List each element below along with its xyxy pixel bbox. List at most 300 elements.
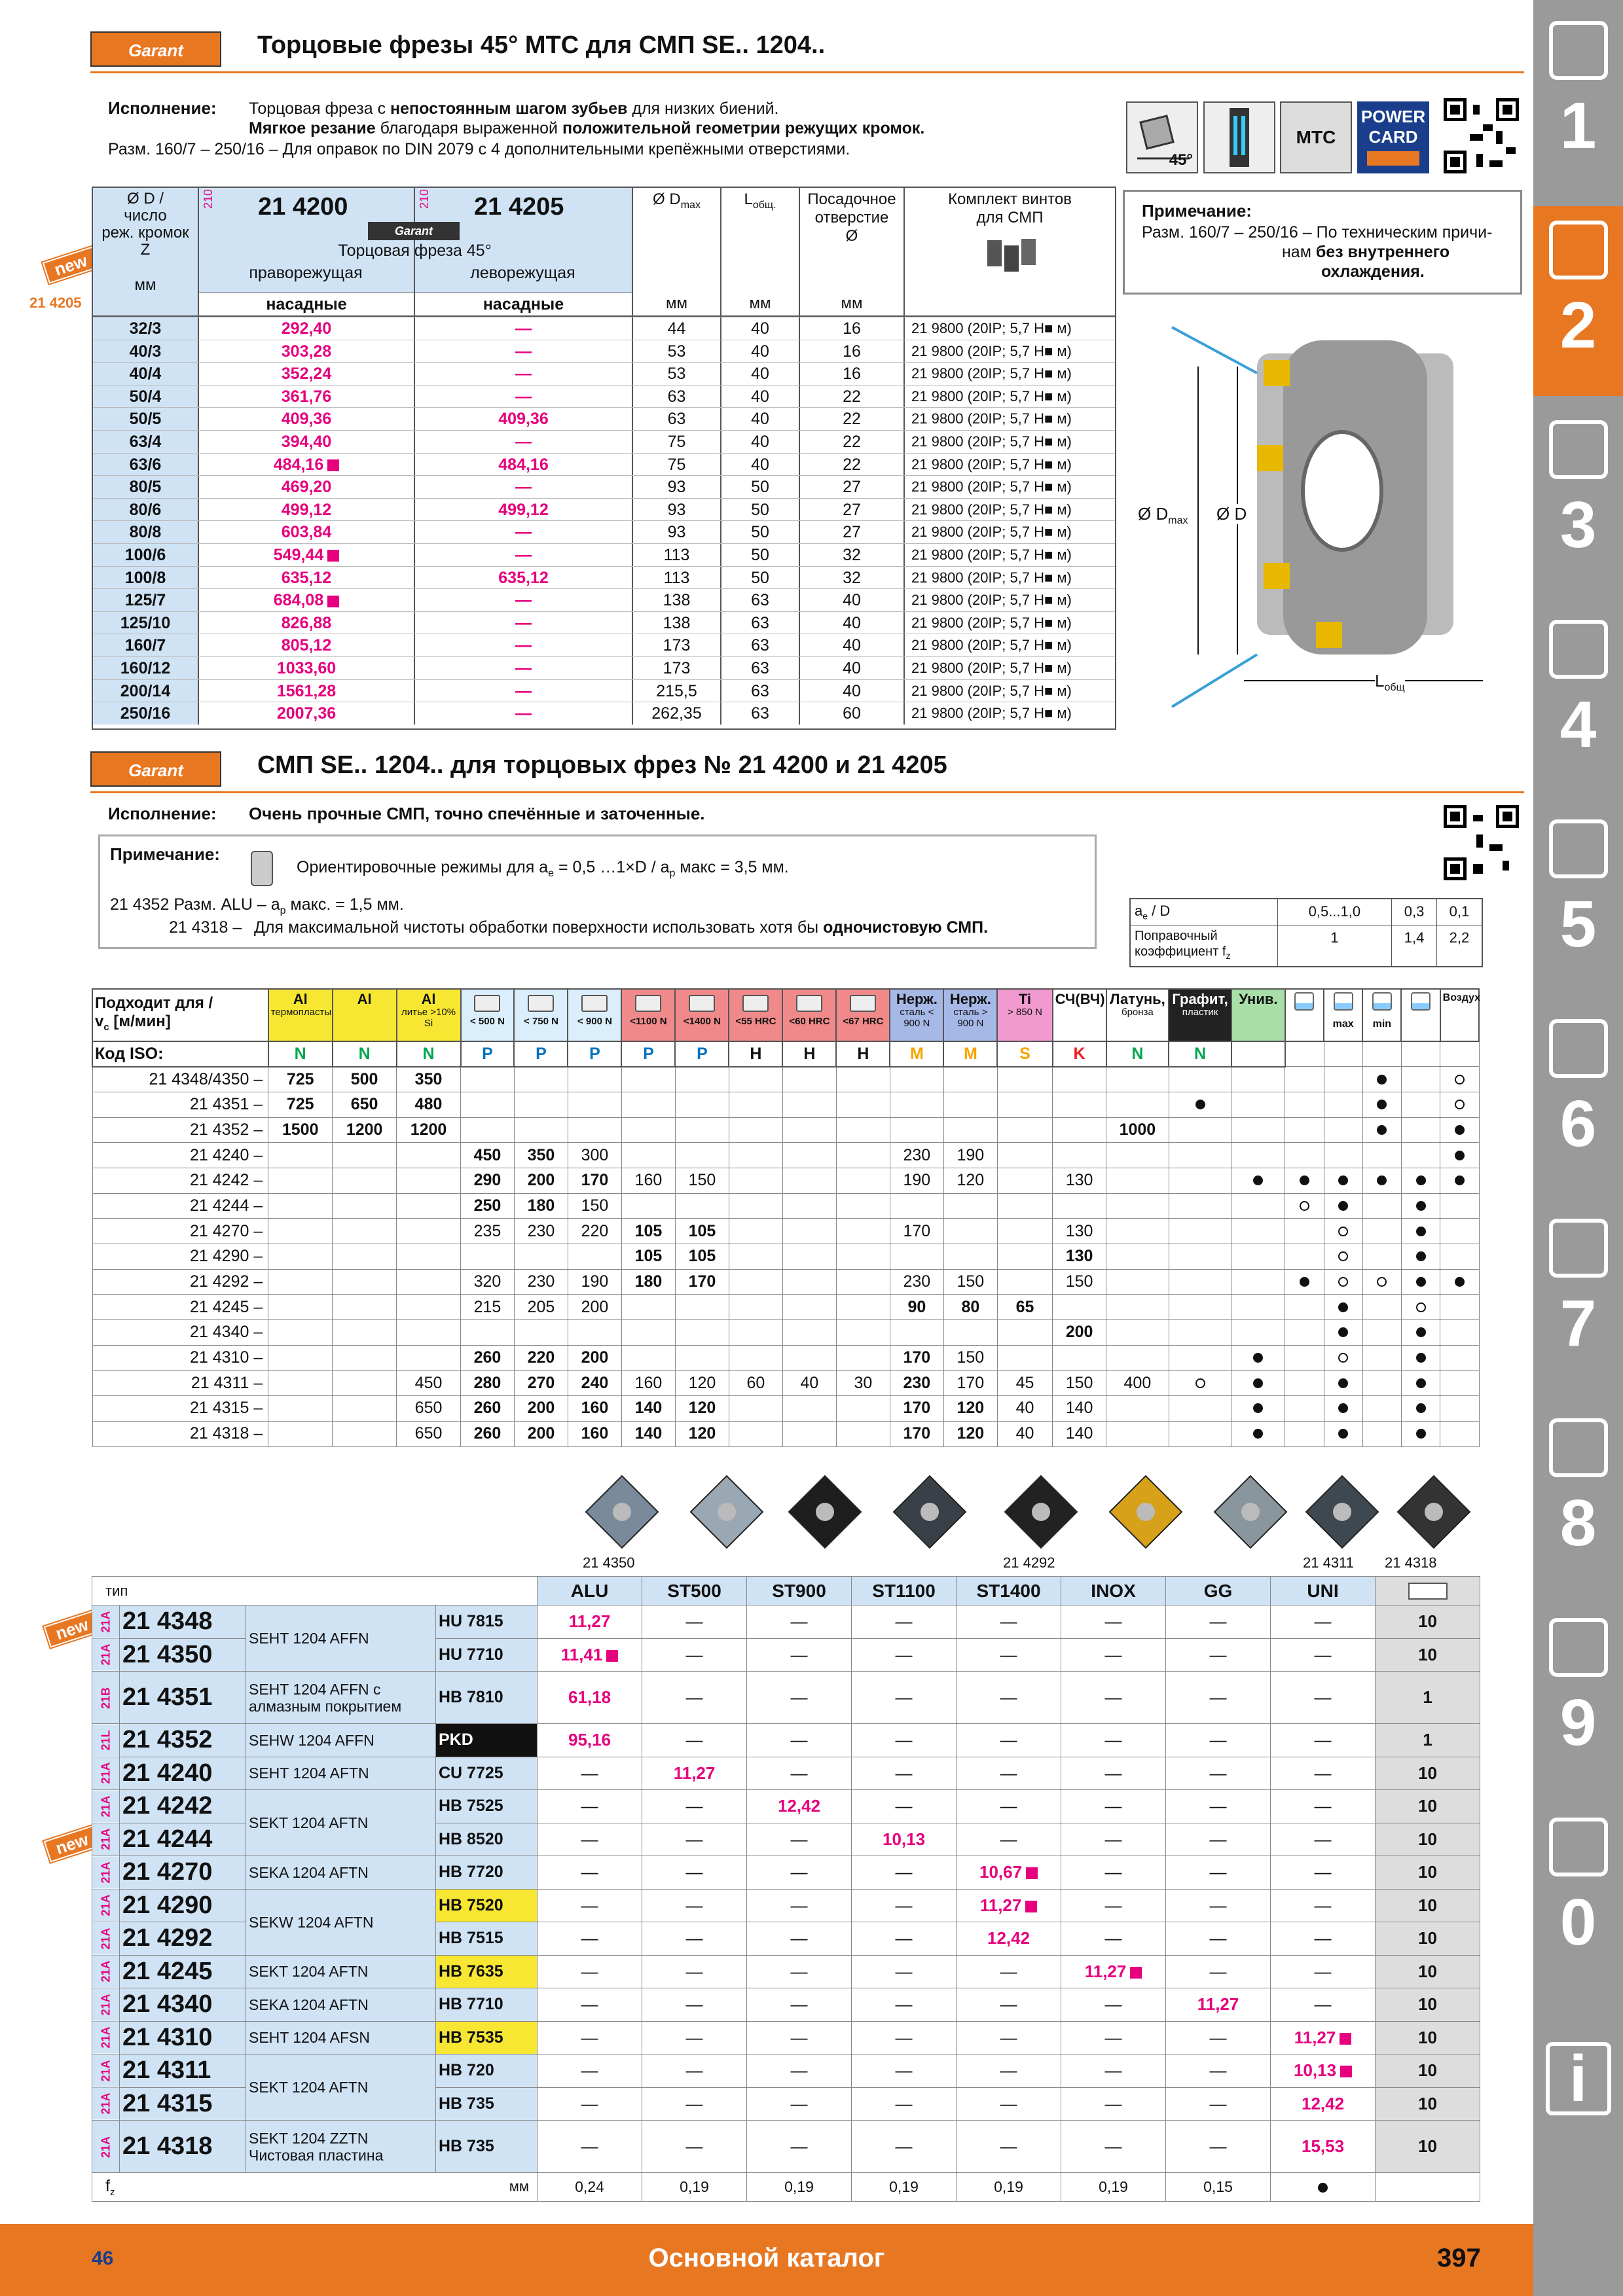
speed-cell — [1106, 1421, 1169, 1446]
table-cell: 138 — [632, 589, 720, 611]
coolant-cell — [1285, 1421, 1324, 1446]
table-cell: 160/7 — [93, 634, 198, 656]
price-cell — [852, 1955, 957, 1988]
note-text: = 0,5 …1×D / a — [554, 858, 670, 876]
price-cell — [538, 1889, 642, 1922]
corr-sub: z — [1226, 950, 1231, 961]
price-value: — — [685, 2093, 703, 2113]
filled-dot-icon — [1300, 1277, 1309, 1287]
material-header — [397, 989, 461, 1041]
chapter-tab-4[interactable] — [1533, 605, 1623, 795]
price-value: — — [1314, 1796, 1332, 1816]
coolant-cell — [1440, 1396, 1479, 1422]
price-cell — [1271, 2121, 1376, 2173]
table-cell: 50 — [720, 476, 799, 498]
filled-dot-icon — [1338, 1403, 1348, 1413]
table-cell: 160/12 — [93, 657, 198, 679]
table-cell: 16 — [799, 363, 903, 385]
material-sub: <1100 N — [630, 1016, 667, 1027]
speed-cell — [1231, 1345, 1285, 1371]
article-code: 21 4351 — [120, 1672, 246, 1724]
price-cell — [957, 1889, 1061, 1922]
chapter-tab-8[interactable] — [1533, 1404, 1623, 1594]
price-cell — [538, 2121, 642, 2173]
speed-cell — [1231, 1320, 1285, 1346]
price-value: — — [1000, 2060, 1017, 2081]
coolant-header — [1362, 989, 1401, 1041]
price-value: — — [790, 2027, 808, 2047]
insert-label: 21 4292 — [1003, 1554, 1055, 1571]
price-value: — — [1314, 1763, 1332, 1783]
open-dot-icon — [1195, 1378, 1205, 1388]
chapter-number: 1 — [1559, 89, 1597, 162]
chapter-tab-5[interactable] — [1533, 805, 1623, 995]
price-value: — — [895, 1895, 913, 1915]
speed-cell — [1169, 1117, 1231, 1143]
price-value: — — [1104, 1895, 1122, 1915]
speed-cell — [1169, 1371, 1231, 1396]
speed-cell — [333, 1143, 397, 1168]
price-value: — — [1000, 2136, 1017, 2156]
speed-cell — [675, 1117, 729, 1143]
price-cell — [642, 1638, 747, 1672]
l-sub: общ — [1384, 682, 1405, 694]
table-cell: 352,24 — [198, 363, 414, 385]
fz-value — [1271, 2173, 1376, 2202]
table-row — [93, 453, 1115, 476]
insert-designation: SEKT 1204 ZZTN Чистовая пластина — [246, 2121, 436, 2173]
empty-cell — [1440, 1041, 1479, 1067]
speed-cell — [836, 1396, 890, 1422]
table-row — [92, 2021, 1480, 2054]
price-cell — [852, 2121, 957, 2173]
speed-cell: 230 — [890, 1269, 943, 1295]
pack-qty: 10 — [1376, 1889, 1480, 1922]
insert-designation: SEHW 1204 AFFN — [246, 1724, 436, 1757]
speed-cell: 60 — [729, 1371, 782, 1396]
coolant-cell — [1285, 1067, 1324, 1092]
grade-column-header: UNI — [1271, 1577, 1376, 1605]
grade-code: HB 7520 — [436, 1889, 538, 1922]
angle-45-icon — [1126, 101, 1198, 173]
material-header — [1169, 989, 1231, 1041]
speed-cell — [268, 1320, 333, 1346]
coolant-cell — [1324, 1396, 1362, 1422]
page-number-left: 46 — [92, 2248, 114, 2269]
speed-cell — [268, 1371, 333, 1396]
fz-value: 0,24 — [538, 2173, 642, 2202]
coolant-cell — [1285, 1345, 1324, 1371]
speed-cell — [729, 1396, 782, 1422]
chapter-tab-3[interactable] — [1533, 406, 1623, 596]
price-value: — — [1104, 1730, 1122, 1750]
grade-code: HB 735 — [436, 2087, 538, 2121]
table-cell: 21 9800 (20IP; 5,7 Н■ м) — [903, 317, 1115, 340]
chapter-tab-6[interactable] — [1533, 1005, 1623, 1194]
chapter-number: 2 — [1559, 289, 1597, 362]
material-sub: <60 HRC — [789, 1016, 830, 1027]
coolant-cell — [1324, 1295, 1362, 1320]
price-cell — [852, 1724, 957, 1757]
insert-designation: SEHT 1204 AFSN — [246, 2021, 436, 2054]
price-cell — [747, 2121, 852, 2173]
speed-cell: 230 — [514, 1269, 568, 1295]
price-value: — — [1104, 1687, 1122, 1707]
price-cell — [957, 1724, 1061, 1757]
price-value: — — [1104, 1796, 1122, 1816]
speed-cell: 650 — [333, 1092, 397, 1117]
catalog-tag: 21A — [92, 1790, 120, 1823]
dmax-sub: max — [1168, 515, 1188, 527]
table-cell: 22 — [799, 408, 903, 430]
table-cell: 21 9800 (20IP; 5,7 Н■ м) — [903, 634, 1115, 656]
speed-cell — [1169, 1067, 1231, 1092]
price-cell — [1061, 1605, 1166, 1639]
material-header — [621, 989, 675, 1041]
coolant-cell — [1362, 1219, 1401, 1244]
coolant-header — [1285, 989, 1324, 1041]
note-sub: p — [280, 905, 286, 916]
catalog-tag: 21A — [92, 1605, 120, 1639]
chapter-tab-1[interactable] — [1533, 7, 1623, 196]
catalog-tag: 21A — [92, 1823, 120, 1856]
steel-profile-icon — [850, 995, 876, 1012]
coolant-header — [1440, 989, 1479, 1041]
price-value: — — [1209, 1730, 1227, 1750]
table-cell: 21 9800 (20IP; 5,7 Н■ м) — [903, 386, 1115, 408]
price-cell — [1271, 2021, 1376, 2054]
grade-column-header: GG — [1166, 1577, 1271, 1605]
price-cell — [1166, 2121, 1271, 2173]
speed-cell — [333, 1396, 397, 1422]
h-text: Ø — [845, 227, 858, 245]
speed-cell — [514, 1092, 568, 1117]
speed-cell — [1053, 1117, 1106, 1143]
price-value: — — [685, 1644, 703, 1664]
workshop-icon — [1549, 1418, 1608, 1477]
material-sub: < 900 N — [577, 1016, 612, 1027]
qr-code-icon[interactable] — [1444, 805, 1519, 880]
speed-cell — [1231, 1168, 1285, 1193]
insert-code: 21 4348/4350 – — [92, 1067, 268, 1092]
coolant-cell — [1401, 1092, 1440, 1117]
speed-cell: 450 — [397, 1371, 461, 1396]
table-cell: 125/10 — [93, 612, 198, 634]
table-cell: 50 — [720, 521, 799, 543]
table-row — [92, 1067, 1479, 1092]
table-cell: 93 — [632, 521, 720, 543]
intro-text: для низких биений. — [627, 99, 779, 118]
iso-code: H — [729, 1041, 782, 1067]
open-dot-icon — [1338, 1227, 1348, 1236]
speed-cell — [1169, 1193, 1231, 1219]
price-value: — — [581, 1862, 598, 1882]
price-cell — [747, 1823, 852, 1856]
table-row — [92, 1724, 1480, 1757]
coolant-cell — [1324, 1219, 1362, 1244]
chapter-tab-0[interactable] — [1533, 1803, 1623, 1993]
speed-table-grid — [92, 988, 1480, 1447]
grade-code: PKD — [436, 1724, 538, 1757]
price-value: — — [895, 2027, 913, 2047]
speed-cell — [782, 1092, 836, 1117]
price-value: — — [895, 1687, 913, 1707]
price-cell — [642, 1724, 747, 1757]
fz-value: 0,15 — [1166, 2173, 1271, 2202]
coolant-cell — [1362, 1345, 1401, 1371]
grade-column-header: ST900 — [747, 1577, 852, 1605]
catalog-tag: 21A — [92, 1922, 120, 1956]
qr-code-icon[interactable] — [1444, 98, 1519, 173]
speed-cell — [782, 1193, 836, 1219]
grade-code: HU 7815 — [436, 1605, 538, 1639]
speed-cell — [729, 1320, 782, 1346]
card-label: CARD — [1368, 127, 1418, 147]
speed-cell — [1053, 1067, 1106, 1092]
catalog-tag: 21A — [92, 1988, 120, 2022]
filled-dot-icon — [1338, 1429, 1348, 1439]
speed-cell: 105 — [621, 1219, 675, 1244]
speed-cell — [997, 1067, 1052, 1092]
chapter-tab-7[interactable] — [1533, 1204, 1623, 1394]
table-cell: 292,40 — [198, 317, 414, 340]
speed-cell — [782, 1117, 836, 1143]
h-text: число — [124, 207, 167, 224]
empty-cell — [1376, 2173, 1480, 2202]
price-value: — — [1314, 1994, 1332, 2015]
material-sub: < 500 N — [470, 1016, 505, 1027]
price-value: 10,13 — [882, 1829, 926, 1849]
section2-intro — [108, 804, 705, 824]
price-value: 12,42 — [777, 1796, 821, 1816]
speed-cell — [890, 1092, 943, 1117]
speed-cell — [397, 1193, 461, 1219]
filled-dot-icon — [1377, 1100, 1387, 1109]
material-name: Унив. — [1239, 991, 1278, 1007]
speed-cell — [836, 1092, 890, 1117]
table-cell: 80/8 — [93, 521, 198, 543]
table-cell: 21 9800 (20IP; 5,7 Н■ м) — [903, 544, 1115, 566]
speed-cell: 40 — [997, 1396, 1052, 1422]
speed-cell: 200 — [568, 1295, 621, 1320]
price-cell — [1061, 2021, 1166, 2054]
note-text: нам — [1282, 243, 1316, 261]
price-cell — [747, 1790, 852, 1823]
price-value: 15,53 — [1301, 2136, 1345, 2156]
intro-bold: непостоянным шагом зубьев — [390, 99, 628, 118]
coolant-cell — [1324, 1117, 1362, 1143]
coolant-cell — [1440, 1269, 1479, 1295]
speed-cell: 130 — [1053, 1219, 1106, 1244]
speed-cell: 150 — [943, 1269, 997, 1295]
col-header-d — [93, 188, 198, 315]
chapter-number: 9 — [1559, 1686, 1597, 1759]
price-cell — [1061, 1757, 1166, 1790]
price-cell — [1061, 1790, 1166, 1823]
price-value: — — [1209, 2136, 1227, 2156]
speed-cell — [782, 1295, 836, 1320]
table-row — [92, 1219, 1479, 1244]
speed-cell: 260 — [461, 1396, 515, 1422]
insert-designation: SEKT 1204 AFTN — [246, 1790, 436, 1856]
article-code: 21 4311 — [120, 2054, 246, 2088]
price-value: — — [1104, 1611, 1122, 1632]
price-cell — [1061, 1988, 1166, 2022]
price-cell — [538, 1988, 642, 2022]
coolant-cell — [1285, 1244, 1324, 1270]
coolant-header — [1324, 989, 1362, 1041]
dmax-label: Ø D — [1138, 504, 1169, 524]
speed-cell — [675, 1143, 729, 1168]
price-cell — [747, 1988, 852, 2022]
corr-c3: 2,2 — [1436, 925, 1482, 967]
speed-cell — [729, 1295, 782, 1320]
coolant-cell — [1362, 1320, 1401, 1346]
table-row — [92, 2054, 1480, 2088]
speed-cell: 30 — [836, 1371, 890, 1396]
price-cell — [642, 1922, 747, 1956]
speed-cell — [268, 1421, 333, 1446]
pack-box-icon — [1408, 1583, 1448, 1600]
price-cell — [1271, 1823, 1376, 1856]
saw-blade-icon — [1549, 819, 1608, 878]
speed-cell — [268, 1244, 333, 1270]
material-name: Al — [357, 991, 372, 1007]
speed-cell — [397, 1320, 461, 1346]
price-cell — [642, 1790, 747, 1823]
fz-value: 0,19 — [747, 2173, 852, 2202]
grade-code: HB 735 — [436, 2121, 538, 2173]
article-code: 21 4292 — [120, 1922, 246, 1956]
catalog-tag: 21L — [92, 1724, 120, 1757]
price-value: — — [895, 2136, 913, 2156]
table-cell: 32/3 — [93, 317, 198, 340]
price-value: — — [581, 1829, 598, 1849]
insert-image — [1306, 1476, 1378, 1548]
iso-code: P — [461, 1041, 515, 1067]
right-hand-label: праворежущая — [249, 264, 363, 282]
speed-cell — [397, 1269, 461, 1295]
table-cell: 303,28 — [198, 340, 414, 363]
intro-label: Исполнение: — [108, 98, 217, 118]
table-cell: 40 — [720, 408, 799, 430]
price-cell — [1061, 1955, 1166, 1988]
price-cell — [642, 1988, 747, 2022]
table-cell: 50/4 — [93, 386, 198, 408]
filled-dot-icon — [1338, 1302, 1348, 1312]
grade-code: HB 7525 — [436, 1790, 538, 1823]
table-cell: — — [414, 431, 632, 453]
intro-bold: Мягкое резание — [249, 119, 376, 137]
filled-dot-icon — [1318, 2183, 1328, 2193]
table-cell: 113 — [632, 544, 720, 566]
speed-cell — [1169, 1269, 1231, 1295]
price-value: — — [895, 1994, 913, 2015]
price-cell — [852, 1790, 957, 1823]
article-code: 21 4315 — [120, 2087, 246, 2121]
table-cell: 603,84 — [198, 521, 414, 543]
material-header — [1231, 989, 1285, 1041]
coolant-cell — [1324, 1244, 1362, 1270]
material-name: Латунь, — [1110, 991, 1165, 1007]
speed-cell: 105 — [675, 1219, 729, 1244]
price-cell — [1166, 2087, 1271, 2121]
table-cell: 100/6 — [93, 544, 198, 566]
chapter-tab-9[interactable] — [1533, 1604, 1623, 1793]
speed-cell — [997, 1345, 1052, 1371]
catalog-tag: 21A — [92, 2021, 120, 2054]
h-text: отверстие — [814, 209, 889, 226]
speed-cell — [836, 1168, 890, 1193]
price-cell — [1166, 1757, 1271, 1790]
speed-cell — [1231, 1143, 1285, 1168]
speed-cell — [1106, 1143, 1169, 1168]
speed-cell — [836, 1320, 890, 1346]
table-cell: 93 — [632, 476, 720, 498]
chapter-tab-2[interactable] — [1533, 206, 1623, 396]
price-cell — [747, 2087, 852, 2121]
steel-profile-icon — [796, 995, 822, 1012]
price-value: — — [1000, 1961, 1017, 1981]
speed-cell — [782, 1067, 836, 1092]
speed-cell — [997, 1117, 1052, 1143]
price-value: — — [790, 1687, 808, 1707]
table-cell: 826,88 — [198, 612, 414, 634]
speed-cell: 120 — [943, 1168, 997, 1193]
coolant-cell — [1285, 1396, 1324, 1422]
price-cell — [1166, 1724, 1271, 1757]
chapter-tab-i[interactable] — [1533, 2003, 1623, 2193]
pack-qty: 10 — [1376, 1955, 1480, 1988]
insert-designation: SEHT 1204 AFFN — [246, 1605, 436, 1672]
price-value: — — [790, 2093, 808, 2113]
insert-code: 21 4244 – — [92, 1193, 268, 1219]
speed-cell: 260 — [461, 1421, 515, 1446]
price-value: — — [1000, 1994, 1017, 2015]
power-label: POWER — [1360, 107, 1426, 126]
open-dot-icon — [1338, 1251, 1348, 1261]
table-cell: 75 — [632, 454, 720, 476]
filled-dot-icon — [1416, 1378, 1426, 1388]
price-value: — — [1209, 1862, 1227, 1882]
steel-profile-icon — [581, 995, 608, 1012]
coolant-cell — [1440, 1168, 1479, 1193]
speed-cell — [782, 1219, 836, 1244]
table-row — [93, 385, 1115, 408]
price-cell — [852, 1988, 957, 2022]
price-cell — [852, 2054, 957, 2088]
price-value: — — [1209, 1928, 1227, 1948]
speed-cell: 170 — [568, 1168, 621, 1193]
h-text: v — [95, 1012, 104, 1030]
availability-marker — [606, 1650, 618, 1662]
intro-dims: Разм. 160/7 – 250/16 – Для оправок по DIN 2079 с 4 дополнительными крепёжными отверстиями. — [108, 140, 850, 158]
material-header — [514, 989, 568, 1041]
price-value: — — [685, 1994, 703, 2015]
table-row — [92, 1244, 1479, 1270]
speed-cell — [268, 1295, 333, 1320]
speed-cell — [1106, 1320, 1169, 1346]
price-cell — [1166, 1672, 1271, 1724]
speed-cell: 230 — [890, 1143, 943, 1168]
table-cell: 499,12 — [414, 499, 632, 521]
price-cell — [957, 1922, 1061, 1956]
table-cell: 53 — [632, 363, 720, 385]
table-row — [93, 588, 1115, 611]
price-cell — [538, 1638, 642, 1672]
note-sub: p — [669, 868, 676, 879]
price-cell — [538, 1790, 642, 1823]
